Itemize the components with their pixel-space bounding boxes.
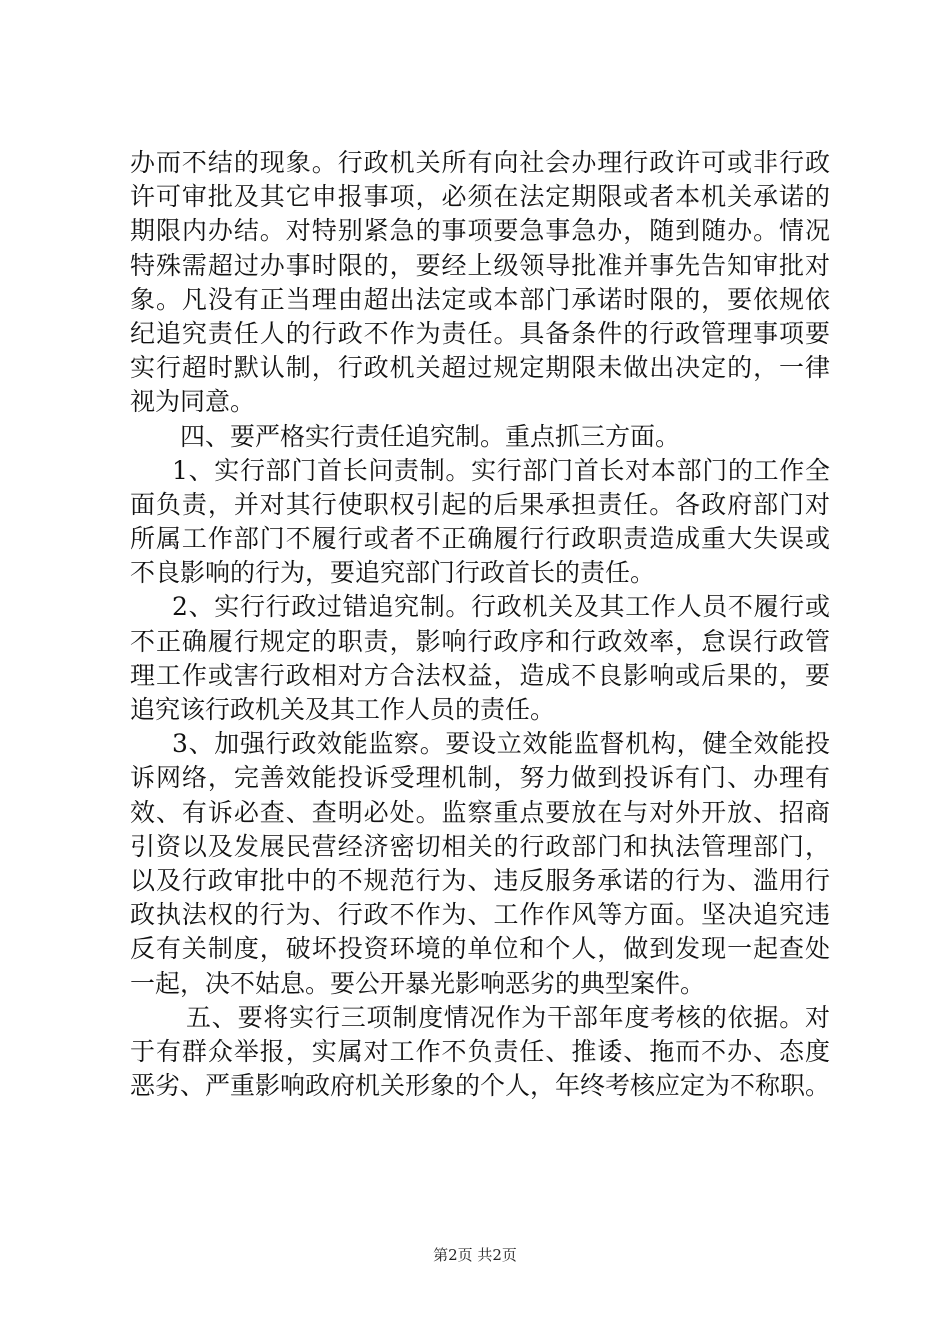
paragraph [130, 1001, 830, 1104]
text-line: 象。凡没有正当理由超出法定或本部门承诺时限的，要依规依 [130, 284, 830, 314]
text-line: 不正确履行规定的职责，影响行政序和行政效率，怠误行政管 [130, 626, 830, 656]
text-line: 政执法权的行为、行政不作为、工作作风等方面。坚决追究违 [130, 900, 830, 930]
text-line: 特殊需超过办事时限的，要经上级领导批准并事先告知审批对 [130, 250, 830, 280]
text-line: 不良影响的行为，要追究部门行政首长的责任。 [130, 558, 656, 588]
text-line: 办而不结的现象。行政机关所有向社会办理行政许可或非行政 [130, 148, 830, 177]
text-line: 诉网络，完善效能投诉受理机制，努力做到投诉有门、办理有 [130, 763, 830, 793]
text-line: 期限内办结。对特别紧急的事项要急事急办，随到随办。情况 [130, 216, 830, 246]
text-line: 面负责，并对其行使职权引起的后果承担责任。各政府部门对 [130, 489, 830, 519]
paragraph [130, 454, 830, 591]
text-line: 理工作或害行政相对方合法权益，造成不良影响或后果的，要 [130, 660, 830, 690]
text-line: 于有群众举报，实属对工作不负责任、推诿、拖而不办、态度 [130, 1036, 830, 1066]
text-line: 实行超时默认制，行政机关超过规定期限未做出决定的，一律 [130, 353, 830, 383]
section-heading: 四、要严格实行责任追究制。重点抓三方面。 [180, 421, 681, 451]
paragraph [130, 590, 830, 727]
text-line: 2、实行行政过错追究制。行政机关及其工作人员不履行或 [172, 592, 830, 622]
text-line: 效、有诉必查、查明必处。监察重点要放在与对外开放、招商 [130, 797, 830, 827]
text-line: 视为同意。 [130, 387, 256, 417]
text-line: 一起，决不姑息。要公开暴光影响恶劣的典型案件。 [130, 968, 706, 998]
text-line: 追究该行政机关及其工作人员的责任。 [130, 695, 556, 724]
text-line: 1、实行部门首长问责制。实行部门首长对本部门的工作全 [172, 455, 830, 485]
paragraph [130, 146, 830, 420]
page-number-footer: 第2页 共2页 [433, 1246, 517, 1264]
text-line: 反有关制度，破坏投资环境的单位和个人，做到发现一起查处 [130, 934, 830, 964]
section-heading-paragraph [130, 420, 830, 454]
text-line: 3、加强行政效能监察。要设立效能监督机构，健全效能投 [172, 729, 830, 759]
text-line: 引资以及发展民营经济密切相关的行政部门和执法管理部门， [130, 831, 830, 861]
text-line: 纪追究责任人的行政不作为责任。具备条件的行政管理事项要 [130, 318, 830, 348]
text-line: 许可审批及其它申报事项，必须在法定期限或者本机关承诺的 [130, 182, 830, 212]
text-line: 以及行政审批中的不规范行为、违反服务承诺的行为、滥用行 [130, 865, 830, 895]
text-line: 所属工作部门不履行或者不正确履行行政职责造成重大失误或 [130, 524, 830, 554]
text-line: 恶劣、严重影响政府机关形象的个人，年终考核应定为不称职。 [130, 1071, 831, 1101]
paragraph [130, 727, 830, 1001]
document-body [130, 146, 830, 1103]
section-heading: 五、要将实行三项制度情况作为干部年度考核的依据。对 [186, 1002, 830, 1032]
